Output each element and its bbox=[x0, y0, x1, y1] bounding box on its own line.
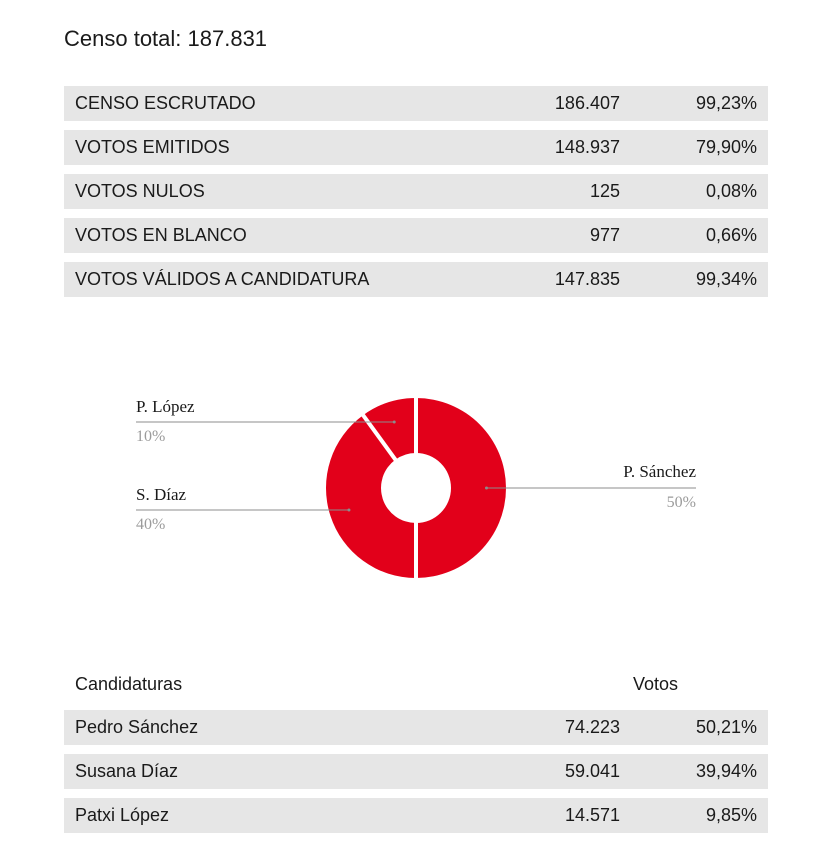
stat-count: 148.937 bbox=[554, 137, 620, 157]
slice-label-diaz: S. Díaz bbox=[136, 485, 187, 504]
stat-count: 186.407 bbox=[554, 93, 620, 113]
candidates-table bbox=[64, 710, 768, 842]
stat-count: 147.835 bbox=[554, 269, 620, 289]
stat-row-votos-en-blanco bbox=[64, 218, 768, 253]
header-candidaturas: Candidaturas bbox=[75, 674, 183, 694]
stat-count: 977 bbox=[589, 225, 620, 245]
candidate-name: Patxi López bbox=[75, 805, 170, 825]
stat-percent: 99,34% bbox=[695, 269, 757, 289]
candidate-row bbox=[64, 798, 768, 833]
slice-pct-lopez: 10% bbox=[136, 428, 166, 445]
candidate-votes: 14.571 bbox=[564, 805, 620, 825]
stat-percent: 0,08% bbox=[705, 181, 757, 201]
candidate-votes: 59.041 bbox=[564, 761, 620, 781]
slice-label-sanchez: P. Sánchez bbox=[623, 462, 696, 481]
candidate-name: Pedro Sánchez bbox=[75, 717, 199, 737]
candidate-name: Susana Díaz bbox=[75, 761, 179, 781]
candidate-percent: 9,85% bbox=[705, 805, 757, 825]
header-votos: Votos bbox=[633, 674, 679, 694]
candidates-header bbox=[64, 672, 768, 700]
candidate-row bbox=[64, 754, 768, 789]
slice-pct-sanchez: 50% bbox=[666, 494, 696, 511]
donut-chart-svg bbox=[0, 370, 836, 610]
stat-label: CENSO ESCRUTADO bbox=[75, 93, 256, 113]
stat-label: VOTOS NULOS bbox=[75, 181, 205, 201]
candidate-votes: 74.223 bbox=[564, 717, 620, 737]
stat-percent: 0,66% bbox=[705, 225, 757, 245]
candidate-percent: 50,21% bbox=[695, 717, 757, 737]
stat-label: VOTOS VÁLIDOS A CANDIDATURA bbox=[75, 269, 370, 289]
stat-percent: 79,90% bbox=[695, 137, 757, 157]
stat-row-censo-escrutado bbox=[64, 86, 768, 121]
stat-row-votos-validos bbox=[64, 262, 768, 297]
stat-count: 125 bbox=[589, 181, 620, 201]
leader-line-sanchez-dot bbox=[485, 487, 488, 490]
donut-chart bbox=[0, 370, 836, 610]
census-stats-table bbox=[64, 86, 768, 306]
stat-label: VOTOS EMITIDOS bbox=[75, 137, 230, 157]
leader-line-diaz-dot bbox=[347, 509, 350, 512]
slice-pct-diaz: 40% bbox=[136, 516, 166, 533]
slice-label-lopez: P. López bbox=[136, 397, 195, 416]
stat-row-votos-nulos bbox=[64, 174, 768, 209]
census-total-title: Censo total: 187.831 bbox=[64, 26, 268, 51]
stat-row-votos-emitidos bbox=[64, 130, 768, 165]
stat-percent: 99,23% bbox=[695, 93, 757, 113]
leader-line-lopez-dot bbox=[393, 421, 396, 424]
stat-label: VOTOS EN BLANCO bbox=[75, 225, 247, 245]
candidate-row bbox=[64, 710, 768, 745]
candidate-percent: 39,94% bbox=[695, 761, 757, 781]
